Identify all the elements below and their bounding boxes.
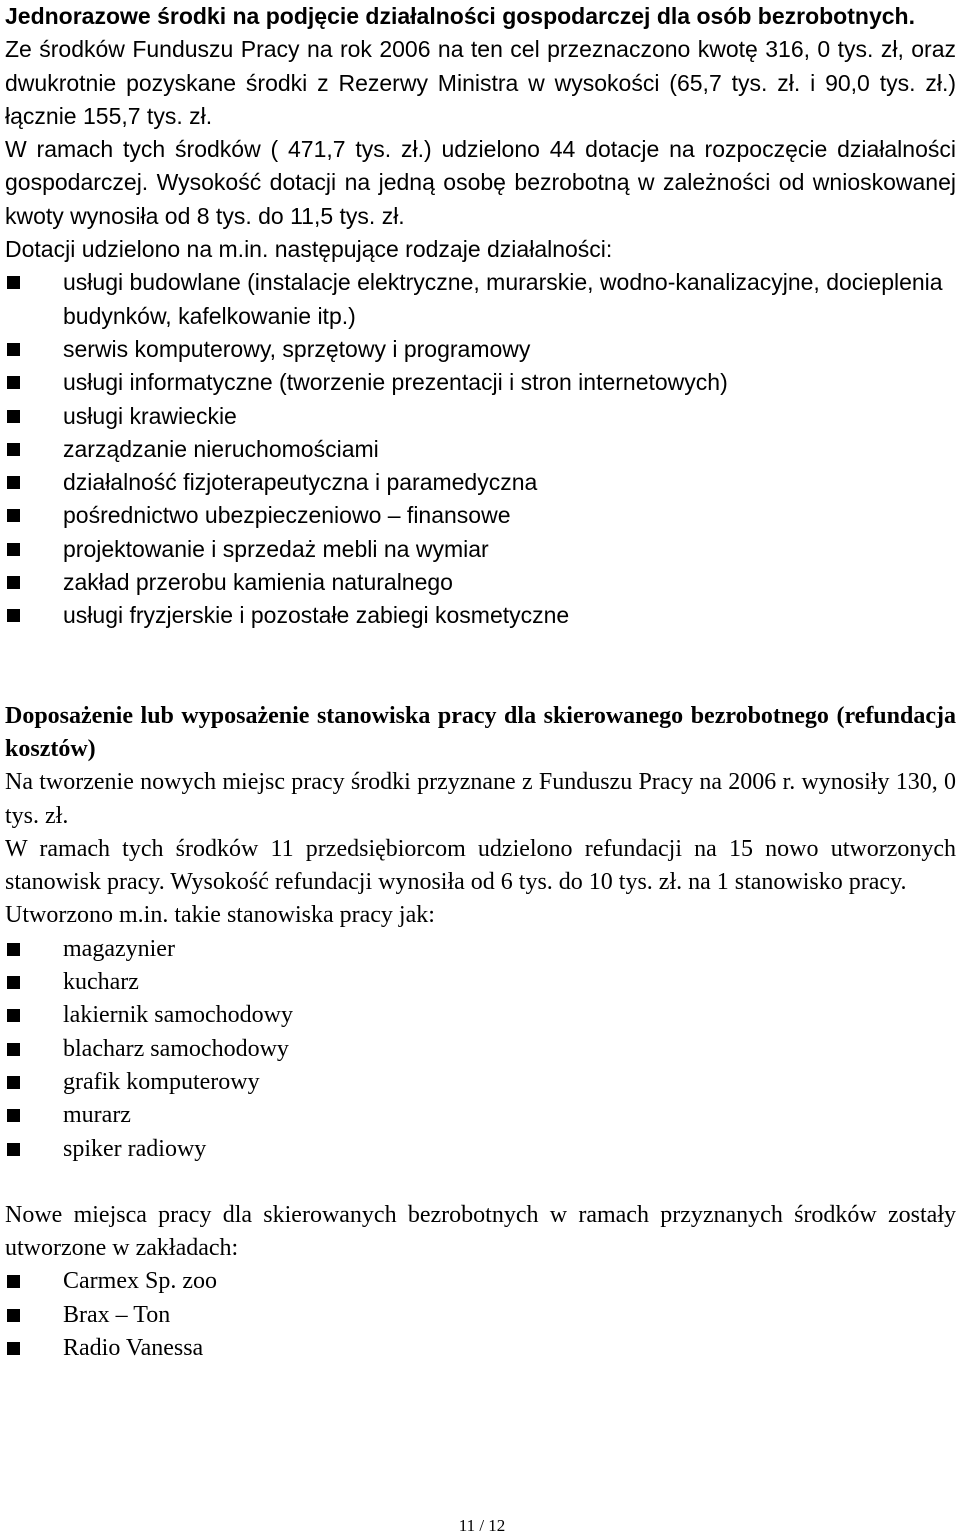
section1-paragraph-2: W ramach tych środków ( 471,7 tys. zł.) udzielono 44 dotacje na rozpoczęcie działalności gospodarczej. Wysokość dotacji na jedną osobę bezrobotną w zależności od wnioskowanej kwoty wynosiła od 8 tys. do 11,5 tys. zł. <box>5 136 956 229</box>
list-item: kucharz <box>5 966 956 999</box>
square-bullet-icon <box>7 1043 20 1056</box>
square-bullet-icon <box>7 1109 20 1122</box>
list-item: murarz <box>5 1099 956 1132</box>
section3-paragraph: Nowe miejsca pracy dla skierowanych bezrobotnych w ramach przyznanych środków zostały utworzone w zakładach: <box>5 1201 956 1262</box>
square-bullet-icon <box>7 1076 20 1089</box>
square-bullet-icon <box>7 476 20 489</box>
square-bullet-icon <box>7 343 20 356</box>
list-item: usługi budowlane (instalacje elektryczne, murarskie, wodno-kanalizacyjne, docieplenia budynków, kafelkowanie itp.) <box>5 266 956 333</box>
list-item: pośrednictwo ubezpieczeniowo – finansowe <box>5 499 956 532</box>
list-item: usługi krawieckie <box>5 400 956 433</box>
square-bullet-icon <box>7 276 20 289</box>
list-item: Carmex Sp. zoo <box>5 1265 956 1298</box>
section1-list-intro: Dotacji udzielono na m.in. następujące rodzaje działalności: <box>5 236 613 263</box>
section2-heading: Doposażenie lub wyposażenie stanowiska pracy dla skierowanego bezrobotnego (refundacja kosztów) <box>5 702 956 762</box>
square-bullet-icon <box>7 576 20 589</box>
list-item: serwis komputerowy, sprzętowy i programowy <box>5 333 956 366</box>
list-item: Radio Vanessa <box>5 1332 956 1365</box>
section1-paragraph: Ze środków Funduszu Pracy na rok 2006 na ten cel przeznaczono kwotę 316, 0 tys. zł, oraz dwukrotnie pozyskane środki z Rezerwy Ministra w wysokości (65,7 tys. zł. i 90,0 tys. zł.) łącznie 155,7 tys. zł. <box>5 36 956 129</box>
list-item: usługi fryzjerskie i pozostałe zabiegi kosmetyczne <box>5 599 956 632</box>
company-list <box>5 1265 956 1365</box>
section2-paragraph-1: Na tworzenie nowych miejsc pracy środki przyznane z Funduszu Pracy na 2006 r. wynosiły 130, 0 tys. zł. <box>5 769 956 829</box>
list-item: blacharz samochodowy <box>5 1033 956 1066</box>
square-bullet-icon <box>7 976 20 989</box>
square-bullet-icon <box>7 1143 20 1156</box>
square-bullet-icon <box>7 1275 20 1288</box>
section-spacer <box>5 633 956 700</box>
list-item: grafik komputerowy <box>5 1066 956 1099</box>
page-number: 11 / 12 <box>458 1516 506 1535</box>
section-spacer <box>5 1166 956 1199</box>
list-item: Brax – Ton <box>5 1299 956 1332</box>
list-item: lakiernik samochodowy <box>5 999 956 1032</box>
activity-type-list <box>5 266 956 632</box>
square-bullet-icon <box>7 943 20 956</box>
square-bullet-icon <box>7 609 20 622</box>
list-item: spiker radiowy <box>5 1133 956 1166</box>
section1-heading: Jednorazowe środki na podjęcie działalności gospodarczej dla osób bezrobotnych. <box>5 3 915 29</box>
list-item: projektowanie i sprzedaż mebli na wymiar <box>5 533 956 566</box>
list-item: zakład przerobu kamienia naturalnego <box>5 566 956 599</box>
section2-list-intro: Utworzono m.in. takie stanowiska pracy jak: <box>5 902 435 929</box>
section2-paragraph-2: W ramach tych środków 11 przedsiębiorcom udzielono refundacji na 15 nowo utworzonych stanowisk pracy. Wysokość refundacji wynosiła od 6 tys. do 10 tys. zł. na 1 stanowisko pracy. <box>5 835 956 896</box>
list-item: usługi informatyczne (tworzenie prezentacji i stron internetowych) <box>5 366 956 399</box>
square-bullet-icon <box>7 1009 20 1022</box>
square-bullet-icon <box>7 1309 20 1322</box>
square-bullet-icon <box>7 1342 20 1355</box>
document-page <box>5 0 956 1365</box>
square-bullet-icon <box>7 410 20 423</box>
list-item: magazynier <box>5 933 956 966</box>
square-bullet-icon <box>7 543 20 556</box>
square-bullet-icon <box>7 443 20 456</box>
list-item: zarządzanie nieruchomościami <box>5 433 956 466</box>
square-bullet-icon <box>7 376 20 389</box>
position-list <box>5 933 956 1166</box>
page-footer <box>0 1516 960 1536</box>
list-item: działalność fizjoterapeutyczna i paramedyczna <box>5 466 956 499</box>
square-bullet-icon <box>7 509 20 522</box>
